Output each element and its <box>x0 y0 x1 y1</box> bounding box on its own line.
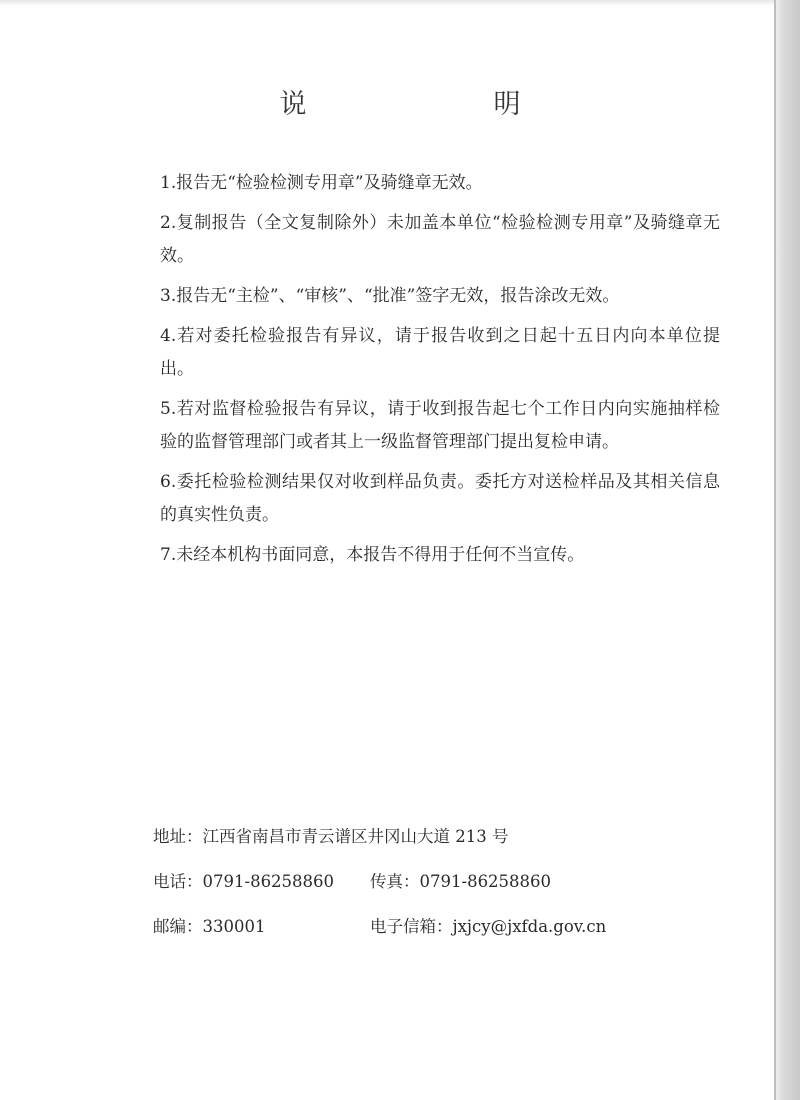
clause-item-5: 5.若对监督检验报告有异议，请于收到报告起七个工作日内向实施抽样检验的监督管理部门或者其上一级监督管理部门提出复检申请。 <box>160 399 720 452</box>
clause-item-1: 1.报告无“检验检测专用章”及骑缝章无效。 <box>160 173 483 193</box>
page-edge-line <box>774 0 776 1100</box>
phone-text: 电话：0791-86258860 <box>153 872 335 891</box>
contact-row-postcode <box>153 912 673 957</box>
contact-row-phone <box>153 867 673 912</box>
contact-block <box>153 822 673 957</box>
address-text: 地址：江西省南昌市青云谱区井冈山大道 213 号 <box>153 827 509 846</box>
clause-item-2: 2.复制报告（全文复制除外）未加盖本单位“检验检测专用章”及骑缝章无效。 <box>160 213 720 266</box>
clause-item-4: 4.若对委托检验报告有异议，请于报告收到之日起十五日内向本单位提出。 <box>160 326 720 379</box>
clause-list <box>160 167 720 579</box>
clause-item-7: 7.未经本机构书面同意，本报告不得用于任何不当宣传。 <box>160 545 585 565</box>
email-text: 电子信箱：jxjcy@jxfda.gov.cn <box>370 917 607 936</box>
page-right-edge <box>774 0 800 1100</box>
page-top-edge <box>0 0 800 6</box>
clause-item-3: 3.报告无“主检”、“审核”、“批准”签字无效，报告涂改无效。 <box>160 286 620 306</box>
page-title: 说 明 <box>279 89 601 120</box>
contact-row-address <box>153 822 673 867</box>
fax-text: 传真：0791-86258860 <box>370 872 552 891</box>
postcode-text: 邮编：330001 <box>153 917 266 936</box>
clause-item-6: 6.委托检验检测结果仅对收到样品负责。委托方对送检样品及其相关信息的真实性负责。 <box>160 472 720 525</box>
